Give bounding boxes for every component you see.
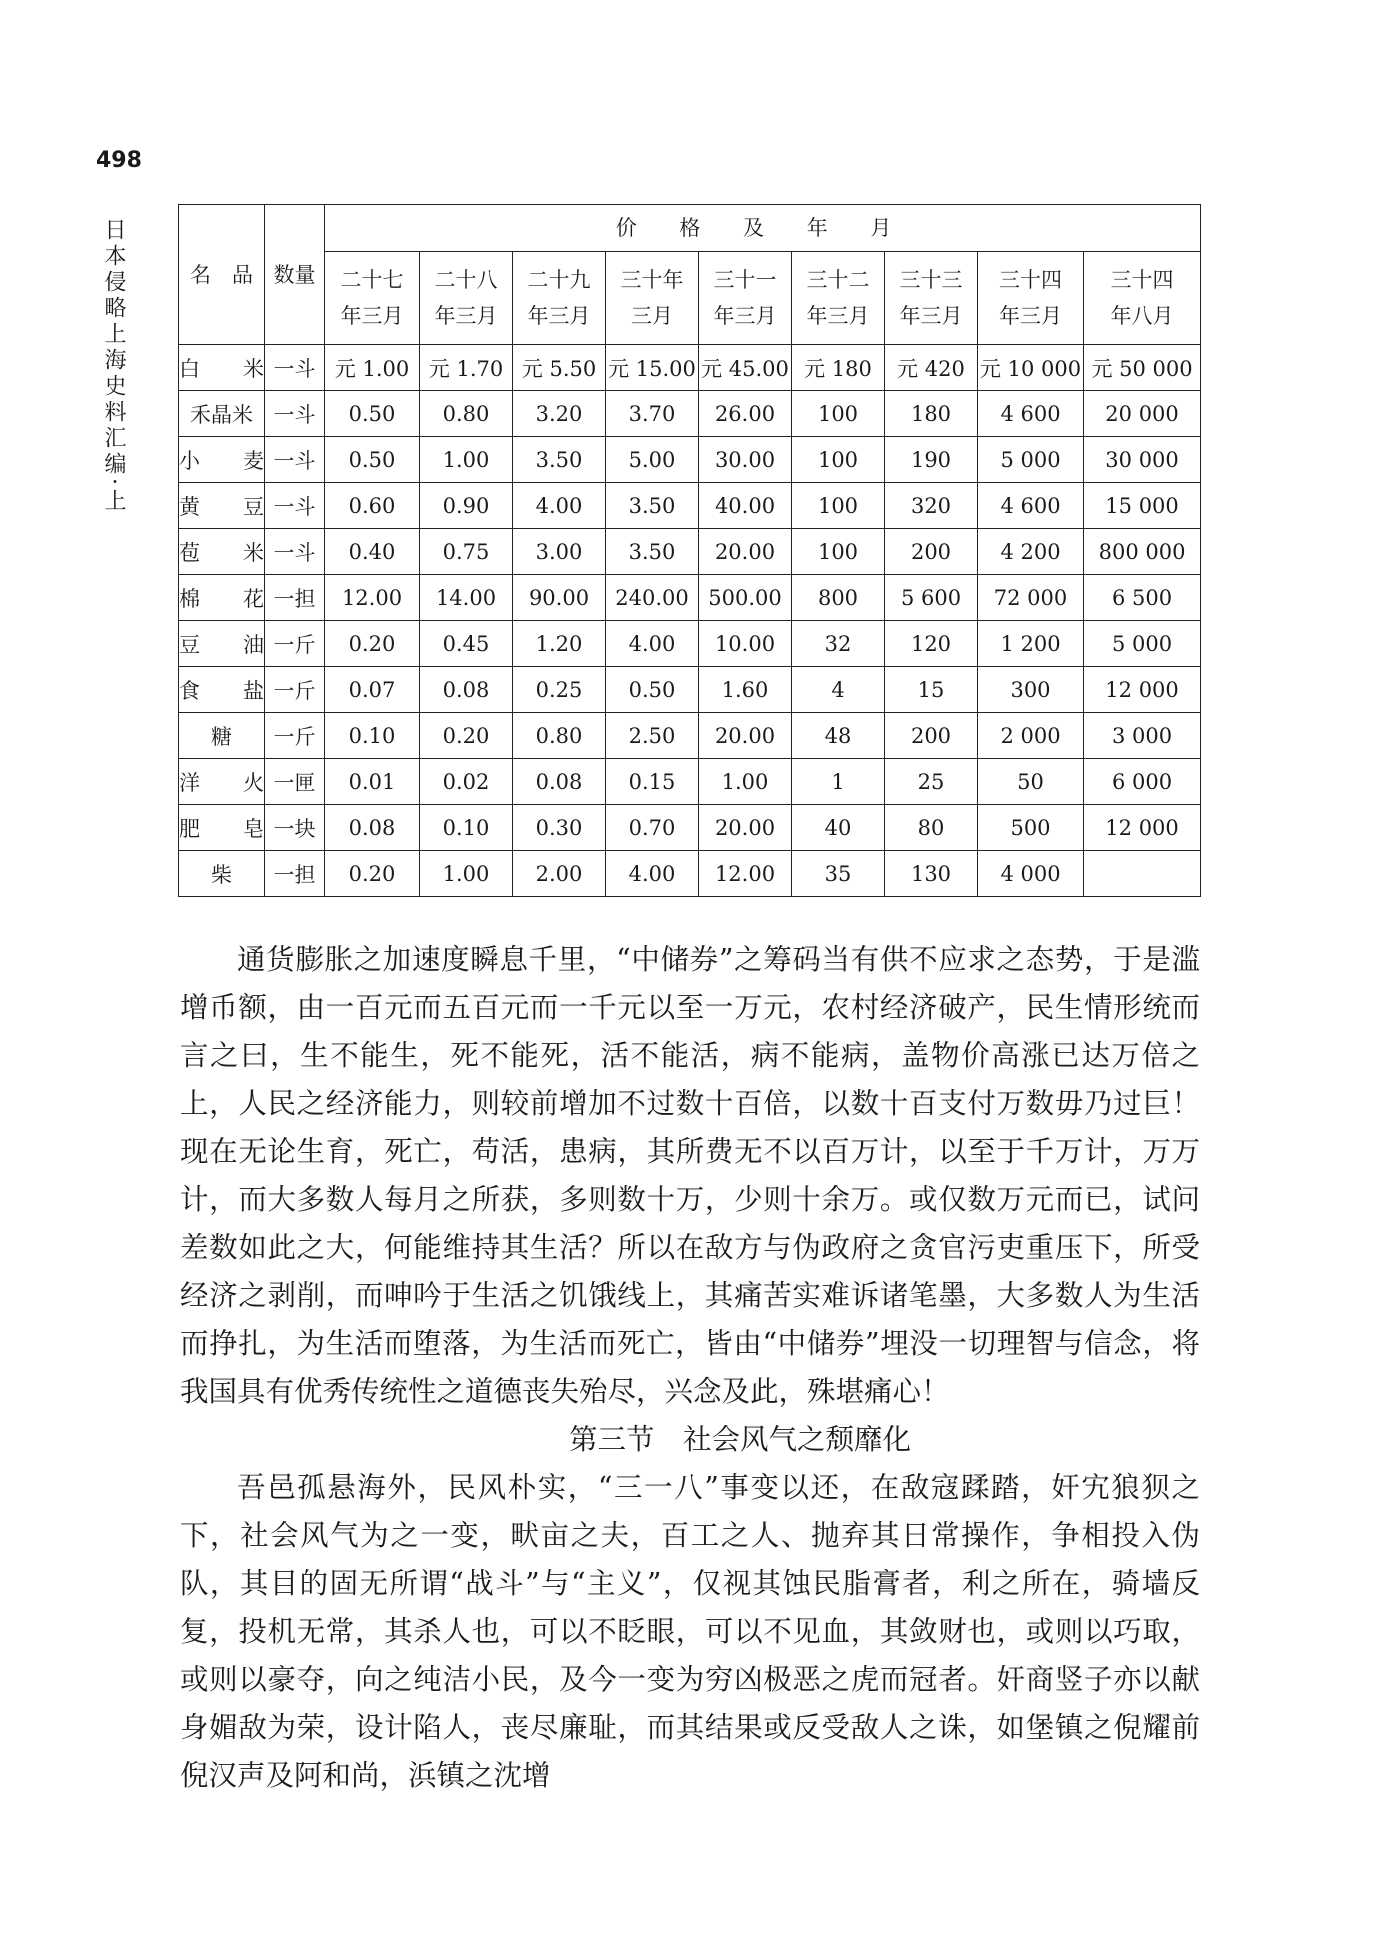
price-cell: 100 — [792, 391, 885, 437]
price-cell: 0.60 — [325, 483, 420, 529]
header-name: 名 品 — [179, 205, 265, 345]
price-cell: 0.10 — [325, 713, 420, 759]
price-cell: 800 — [792, 575, 885, 621]
table-row — [179, 483, 1201, 529]
item-quantity: 一斤 — [265, 713, 325, 759]
price-cell: 元 1.70 — [420, 345, 513, 391]
header-year-line: 年三月 — [999, 304, 1062, 328]
item-name: 黄豆 — [179, 483, 265, 529]
price-cell: 4.00 — [606, 621, 699, 667]
header-year-line: 三十二 — [806, 268, 870, 292]
price-cell: 100 — [792, 529, 885, 575]
price-cell: 1.00 — [420, 851, 513, 897]
item-quantity: 一担 — [265, 575, 325, 621]
header-year — [1084, 252, 1201, 345]
item-name: 食盐 — [179, 667, 265, 713]
item-quantity: 一匣 — [265, 759, 325, 805]
price-cell: 800 000 — [1084, 529, 1201, 575]
price-cell: 0.25 — [513, 667, 606, 713]
price-cell: 0.40 — [325, 529, 420, 575]
item-name: 柴 — [179, 851, 265, 897]
price-cell: 0.50 — [606, 667, 699, 713]
item-name: 白米 — [179, 345, 265, 391]
price-cell: 元 15.00 — [606, 345, 699, 391]
table-row — [179, 667, 1201, 713]
price-cell: 12 000 — [1084, 805, 1201, 851]
header-year — [606, 252, 699, 345]
body-text — [180, 936, 1200, 1800]
price-cell: 0.50 — [325, 437, 420, 483]
header-year — [420, 252, 513, 345]
price-cell: 元 5.50 — [513, 345, 606, 391]
header-year-line: 三月 — [631, 304, 673, 328]
header-year — [978, 252, 1084, 345]
price-cell: 0.30 — [513, 805, 606, 851]
price-cell: 3 000 — [1084, 713, 1201, 759]
header-year — [513, 252, 606, 345]
price-cell: 80 — [885, 805, 978, 851]
header-year-line: 三十四 — [1110, 268, 1174, 292]
item-name: 糖 — [179, 713, 265, 759]
price-cell: 0.15 — [606, 759, 699, 805]
price-cell: 40 — [792, 805, 885, 851]
price-cell: 320 — [885, 483, 978, 529]
price-cell: 3.70 — [606, 391, 699, 437]
header-year-line: 年八月 — [1110, 304, 1174, 328]
header-year-line: 三十年 — [620, 268, 684, 292]
price-cell: 6 500 — [1084, 575, 1201, 621]
price-cell: 20.00 — [699, 529, 792, 575]
price-cell: 130 — [885, 851, 978, 897]
price-cell: 15 000 — [1084, 483, 1201, 529]
price-cell: 300 — [978, 667, 1084, 713]
price-cell: 15 — [885, 667, 978, 713]
item-quantity: 一斗 — [265, 529, 325, 575]
table-row — [179, 713, 1201, 759]
item-quantity: 一斗 — [265, 391, 325, 437]
price-cell: 0.75 — [420, 529, 513, 575]
price-cell: 3.50 — [606, 529, 699, 575]
price-cell: 1.60 — [699, 667, 792, 713]
header-year — [885, 252, 978, 345]
price-cell: 0.08 — [420, 667, 513, 713]
item-name: 肥皂 — [179, 805, 265, 851]
price-cell: 48 — [792, 713, 885, 759]
price-cell: 0.80 — [420, 391, 513, 437]
item-quantity: 一斤 — [265, 621, 325, 667]
price-cell: 0.20 — [325, 851, 420, 897]
price-cell: 12.00 — [699, 851, 792, 897]
price-cell: 4 000 — [978, 851, 1084, 897]
price-cell: 0.01 — [325, 759, 420, 805]
paragraph: 吾邑孤悬海外，民风朴实，“三一八”事变以还，在敌寇蹂踏，奸宄狼狈之下，社会风气为之一变，畎亩之夫，百工之人、抛弃其日常操作，争相投入伪队，其目的固无所谓“战斗”与“主义”，仅视其蚀民脂膏者，利之所在，骑墙反复，投机无常，其杀人也，可以不眨眼，可以不见血，其敛财也，或则以巧取，或则以豪夺，向之纯洁小民，及今一变为穷凶极恶之虎而冠者。奸商竖子亦以献身媚敌为荣，设计陷人，丧尽廉耻，而其结果或反受敌人之诛，如堡镇之倪耀前倪汉声及阿和尚，浜镇之沈增 — [180, 1471, 1200, 1792]
header-year-line: 年三月 — [434, 304, 498, 328]
price-cell: 200 — [885, 713, 978, 759]
price-cell: 0.20 — [420, 713, 513, 759]
item-quantity: 一斗 — [265, 345, 325, 391]
table-row — [179, 575, 1201, 621]
header-year-line: 二十八 — [434, 268, 498, 292]
header-year-line: 三十一 — [713, 268, 777, 292]
price-cell: 0.20 — [325, 621, 420, 667]
price-cell — [1084, 851, 1201, 897]
price-cell: 3.50 — [606, 483, 699, 529]
price-cell: 0.80 — [513, 713, 606, 759]
price-cell: 12 000 — [1084, 667, 1201, 713]
price-cell: 500.00 — [699, 575, 792, 621]
header-year-line: 年三月 — [806, 304, 870, 328]
price-cell: 50 — [978, 759, 1084, 805]
item-quantity: 一块 — [265, 805, 325, 851]
price-cell: 0.90 — [420, 483, 513, 529]
price-cell: 3.20 — [513, 391, 606, 437]
price-cell: 30.00 — [699, 437, 792, 483]
price-cell: 6 000 — [1084, 759, 1201, 805]
item-name: 洋火 — [179, 759, 265, 805]
price-cell: 0.45 — [420, 621, 513, 667]
price-cell: 4 — [792, 667, 885, 713]
page-number: 498 — [96, 148, 142, 173]
price-cell: 0.50 — [325, 391, 420, 437]
item-quantity: 一担 — [265, 851, 325, 897]
table-row — [179, 759, 1201, 805]
item-name: 小麦 — [179, 437, 265, 483]
price-cell: 0.10 — [420, 805, 513, 851]
price-cell: 120 — [885, 621, 978, 667]
price-cell: 0.70 — [606, 805, 699, 851]
price-cell: 25 — [885, 759, 978, 805]
price-cell: 4 600 — [978, 483, 1084, 529]
header-year-line: 三十四 — [999, 268, 1062, 292]
header-year-line: 二十七 — [340, 268, 404, 292]
price-cell: 1 200 — [978, 621, 1084, 667]
header-qty: 数量 — [265, 205, 325, 345]
price-cell: 元 420 — [885, 345, 978, 391]
section-title: 第三节 社会风气之颓靡化 — [568, 1423, 911, 1456]
item-name: 禾晶米 — [179, 391, 265, 437]
price-cell: 2.00 — [513, 851, 606, 897]
price-cell: 5 000 — [1084, 621, 1201, 667]
price-table — [178, 204, 1201, 897]
price-cell: 200 — [885, 529, 978, 575]
price-cell: 500 — [978, 805, 1084, 851]
table-row — [179, 621, 1201, 667]
price-cell: 40.00 — [699, 483, 792, 529]
item-quantity: 一斤 — [265, 667, 325, 713]
item-name: 豆油 — [179, 621, 265, 667]
price-cell: 32 — [792, 621, 885, 667]
price-cell: 5 000 — [978, 437, 1084, 483]
price-cell: 72 000 — [978, 575, 1084, 621]
price-cell: 2 000 — [978, 713, 1084, 759]
price-cell: 4 600 — [978, 391, 1084, 437]
header-year — [792, 252, 885, 345]
price-cell: 5 600 — [885, 575, 978, 621]
price-cell: 14.00 — [420, 575, 513, 621]
price-cell: 4 200 — [978, 529, 1084, 575]
price-cell: 0.08 — [325, 805, 420, 851]
price-cell: 26.00 — [699, 391, 792, 437]
header-year — [699, 252, 792, 345]
item-quantity: 一斗 — [265, 483, 325, 529]
price-cell: 20.00 — [699, 805, 792, 851]
price-cell: 2.50 — [606, 713, 699, 759]
paragraph: 通货膨胀之加速度瞬息千里，“中储券”之筹码当有供不应求之态势，于是滥增币额，由一百元而五百元而一千元以至一万元，农村经济破产，民生情形统而言之曰，生不能生，死不能死，活不能活，病不能病，盖物价高涨已达万倍之上，人民之经济能力，则较前增加不过数十百倍，以数十百支付万数毋乃过巨！现在无论生育，死亡，苟活，患病，其所费无不以百万计，以至于千万计，万万计，而大多数人每月之所获，多则数十万，少则十余万。或仅数万元而已，试问差数如此之大，何能维持其生活？所以在敌方与伪政府之贪官污吏重压下，所受经济之剥削，而呻吟于生活之饥饿线上，其痛苦实难诉诸笔墨，大多数人为生活而挣扎，为生活而堕落，为生活而死亡，皆由“中储券”埋没一切理智与信念，将我国具有优秀传统性之道德丧失殆尽，兴念及此，殊堪痛心！ — [180, 943, 1200, 1408]
table-row — [179, 345, 1201, 391]
price-cell: 35 — [792, 851, 885, 897]
price-cell: 1.00 — [420, 437, 513, 483]
price-cell: 0.08 — [513, 759, 606, 805]
price-cell: 元 50 000 — [1084, 345, 1201, 391]
item-quantity: 一斗 — [265, 437, 325, 483]
header-year-line: 三十三 — [899, 268, 963, 292]
item-name: 棉花 — [179, 575, 265, 621]
price-cell: 4.00 — [513, 483, 606, 529]
price-cell: 3.50 — [513, 437, 606, 483]
price-cell: 元 1.00 — [325, 345, 420, 391]
header-year-line: 年三月 — [340, 304, 404, 328]
price-cell: 20 000 — [1084, 391, 1201, 437]
price-cell: 20.00 — [699, 713, 792, 759]
price-cell: 1.00 — [699, 759, 792, 805]
price-cell: 190 — [885, 437, 978, 483]
table-row — [179, 437, 1201, 483]
header-year-line: 年三月 — [713, 304, 777, 328]
table-row — [179, 391, 1201, 437]
price-cell: 240.00 — [606, 575, 699, 621]
price-cell: 4.00 — [606, 851, 699, 897]
table-row — [179, 805, 1201, 851]
price-cell: 1.20 — [513, 621, 606, 667]
price-cell: 90.00 — [513, 575, 606, 621]
header-price-date: 价 格 及 年 月 — [325, 205, 1201, 252]
header-year-line: 年三月 — [899, 304, 963, 328]
header-year — [325, 252, 420, 345]
item-name: 苞米 — [179, 529, 265, 575]
header-year-line: 二十九 — [527, 268, 591, 292]
price-cell: 元 180 — [792, 345, 885, 391]
price-cell: 0.02 — [420, 759, 513, 805]
price-cell: 5.00 — [606, 437, 699, 483]
price-cell: 180 — [885, 391, 978, 437]
price-cell: 元 45.00 — [699, 345, 792, 391]
price-cell: 12.00 — [325, 575, 420, 621]
price-cell: 10.00 — [699, 621, 792, 667]
price-cell: 30 000 — [1084, 437, 1201, 483]
price-cell: 3.00 — [513, 529, 606, 575]
table-row — [179, 851, 1201, 897]
book-title: 日本侵略上海史料汇编·上 — [101, 218, 126, 515]
price-cell: 元 10 000 — [978, 345, 1084, 391]
header-year-line: 年三月 — [527, 304, 591, 328]
price-cell: 100 — [792, 437, 885, 483]
price-cell: 1 — [792, 759, 885, 805]
price-cell: 100 — [792, 483, 885, 529]
table-row — [179, 529, 1201, 575]
price-cell: 0.07 — [325, 667, 420, 713]
